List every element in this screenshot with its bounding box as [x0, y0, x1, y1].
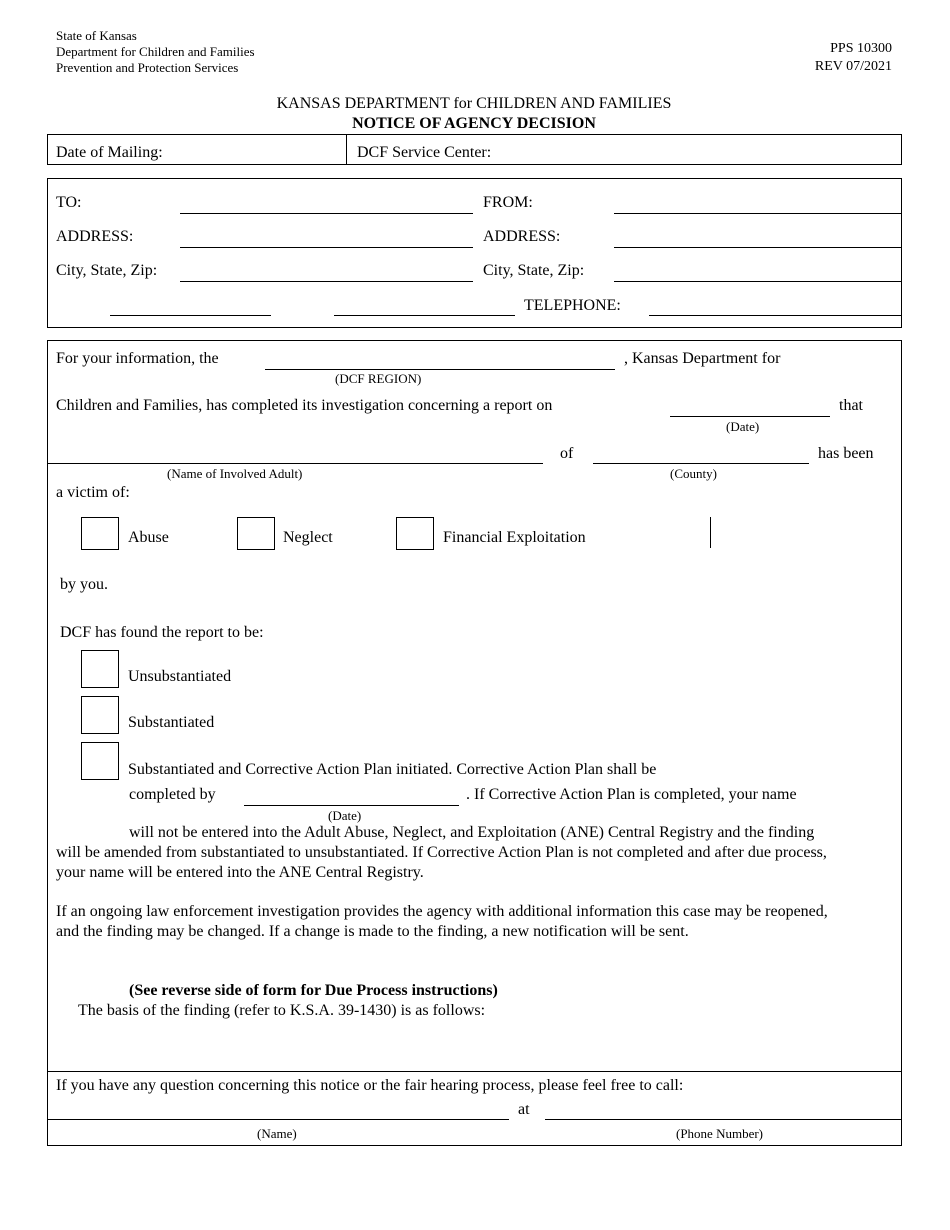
county-caption: (County)	[670, 466, 717, 481]
cap-paragraph-line-1: will not be entered into the Adult Abuse, Neglect, and Exploitation (ANE) Central Registry and the finding	[129, 824, 815, 841]
basis-text: The basis of the finding (refer to K.S.A. 39-1430) is as follows:	[78, 1002, 486, 1019]
unsubstantiated-label: Unsubstantiated	[128, 668, 232, 685]
date-of-mailing-input[interactable]	[172, 148, 342, 162]
to-city-input[interactable]	[180, 281, 473, 282]
name-caption: (Name)	[257, 1126, 297, 1141]
basis-input-area[interactable]	[56, 1025, 896, 1069]
to-input[interactable]	[180, 213, 473, 214]
from-address-input[interactable]	[614, 247, 902, 248]
form-revision: REV 07/2021	[814, 59, 892, 74]
found-text: DCF has found the report to be:	[60, 624, 264, 641]
page-title-notice: NOTICE OF AGENCY DECISION	[352, 115, 596, 132]
reopen-paragraph-line-1: If an ongoing law enforcement investigation provides the agency with additional information this case may be reopened,	[56, 903, 828, 920]
from-label: FROM:	[483, 194, 533, 211]
service-center-label: DCF Service Center:	[357, 144, 492, 161]
from-input[interactable]	[614, 213, 902, 214]
neglect-checkbox[interactable]	[237, 517, 275, 550]
corrective-action-label: Substantiated and Corrective Action Plan initiated. Corrective Action Plan shall be	[128, 761, 657, 778]
question-text: If you have any question concerning this notice or the fair hearing process, please feel free to call:	[56, 1077, 684, 1094]
completed-by-text: completed by	[129, 786, 216, 803]
that-text: that	[839, 397, 863, 414]
from-city-input[interactable]	[614, 281, 902, 282]
address-block	[47, 178, 902, 328]
cap-completed-text: . If Corrective Action Plan is completed, your name	[466, 786, 797, 803]
substantiated-label: Substantiated	[128, 714, 215, 731]
dcf-region-input[interactable]	[265, 369, 615, 370]
divider	[346, 134, 347, 165]
from-address-label: ADDRESS:	[483, 228, 561, 245]
of-text: of	[560, 445, 574, 462]
info-text: For your information, the	[56, 350, 219, 367]
financial-exploitation-label: Financial Exploitation	[443, 529, 586, 546]
telephone-input[interactable]	[649, 315, 902, 316]
divider	[47, 1071, 902, 1072]
unsubstantiated-checkbox[interactable]	[81, 650, 119, 688]
phone-caption: (Phone Number)	[676, 1126, 764, 1141]
telephone-label: TELEPHONE:	[524, 297, 621, 314]
has-been-text: has been	[818, 445, 874, 462]
corrective-action-checkbox[interactable]	[81, 742, 119, 780]
org-line-3: Prevention and Protection Services	[56, 60, 239, 75]
to-address-input[interactable]	[180, 247, 473, 248]
at-text: at	[518, 1101, 530, 1118]
blank-field-2[interactable]	[334, 315, 515, 316]
org-line-1: State of Kansas	[56, 28, 137, 43]
due-process-note: (See reverse side of form for Due Process instructions)	[129, 982, 498, 999]
to-label: TO:	[56, 194, 82, 211]
county-input[interactable]	[593, 463, 809, 464]
victim-text: a victim of:	[56, 484, 130, 501]
date-caption-1: (Date)	[726, 419, 760, 434]
form-number: PPS 10300	[830, 41, 892, 56]
abuse-label: Abuse	[128, 529, 169, 546]
substantiated-checkbox[interactable]	[81, 696, 119, 734]
cap-completion-date-input[interactable]	[244, 805, 459, 806]
contact-name-input[interactable]	[47, 1119, 509, 1120]
involved-adult-caption: (Name of Involved Adult)	[167, 466, 303, 481]
org-line-2: Department for Children and Families	[56, 44, 255, 59]
to-city-label: City, State, Zip:	[56, 262, 158, 279]
page-title-agency: KANSAS DEPARTMENT for CHILDREN AND FAMILIES	[276, 95, 672, 112]
divider	[710, 517, 711, 548]
involved-adult-input[interactable]	[47, 463, 543, 464]
from-city-label: City, State, Zip:	[483, 262, 585, 279]
financial-exploitation-checkbox[interactable]	[396, 517, 434, 550]
date-caption-2: (Date)	[328, 808, 362, 823]
dcf-region-caption: (DCF REGION)	[335, 371, 422, 386]
cap-paragraph-line-3: your name will be entered into the ANE Central Registry.	[56, 864, 424, 881]
date-of-mailing-label: Date of Mailing:	[56, 144, 163, 161]
neglect-label: Neglect	[283, 529, 333, 546]
to-address-label: ADDRESS:	[56, 228, 134, 245]
by-you-text: by you.	[60, 576, 108, 593]
report-date-input[interactable]	[670, 416, 830, 417]
reopen-paragraph-line-2: and the finding may be changed. If a change is made to the finding, a new notification will be sent.	[56, 923, 689, 940]
blank-field-1[interactable]	[110, 315, 271, 316]
kansas-dept-text: , Kansas Department for	[624, 350, 781, 367]
cap-paragraph-line-2: will be amended from substantiated to unsubstantiated. If Corrective Action Plan is not completed and after due process,	[56, 844, 827, 861]
contact-phone-input[interactable]	[545, 1119, 902, 1120]
investigation-text: Children and Families, has completed its investigation concerning a report on	[56, 397, 553, 414]
abuse-checkbox[interactable]	[81, 517, 119, 550]
service-center-input[interactable]	[505, 148, 897, 162]
